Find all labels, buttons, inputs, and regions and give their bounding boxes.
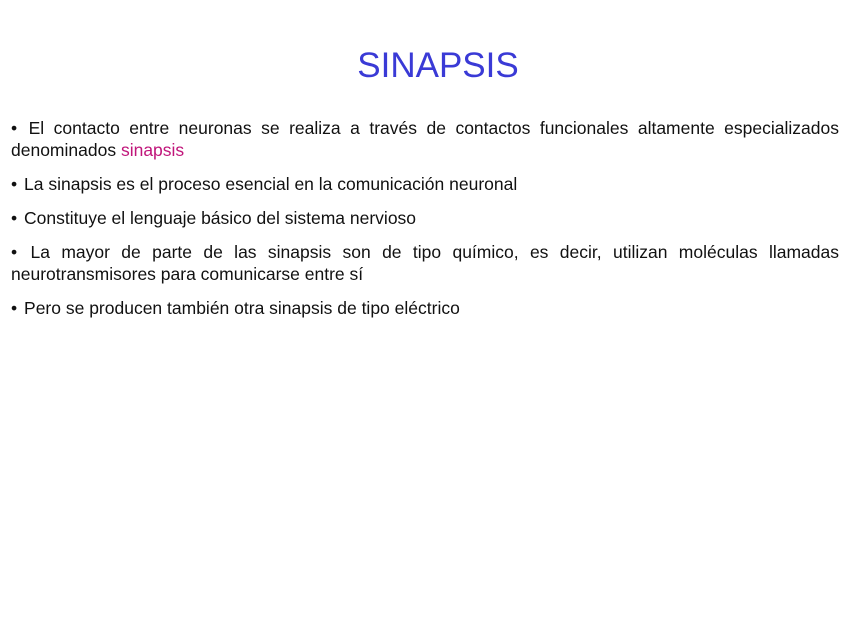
bullet-list xyxy=(11,117,839,331)
bullet-text: Pero se producen también otra sinapsis de tipo eléctrico xyxy=(24,298,460,318)
bullet-text: Constituye el lenguaje básico del sistema nervioso xyxy=(24,208,417,228)
bullet-dot: • xyxy=(11,242,18,262)
bullet-text: La mayor de parte de las sinapsis son de tipo químico, es decir, utilizan moléculas llamadas neurotransmisores para comunicarse entre sí xyxy=(11,242,839,284)
bullet-text: La sinapsis es el proceso esencial en la comunicación neuronal xyxy=(24,174,518,194)
slide-title: SINAPSIS xyxy=(357,46,519,85)
bullet-item xyxy=(11,241,839,285)
bullet-item xyxy=(11,207,839,229)
bullet-dot: • xyxy=(11,174,18,194)
bullet-highlight-term: sinapsis xyxy=(120,140,185,160)
bullet-dot: • xyxy=(11,208,18,228)
bullet-text: El contacto entre neuronas se realiza a través de contactos funcionales altamente especializados denominados xyxy=(11,118,839,160)
bullet-dot: • xyxy=(11,298,18,318)
bullet-item xyxy=(11,173,839,195)
bullet-item xyxy=(11,297,839,319)
bullet-item xyxy=(11,117,839,161)
bullet-dot: • xyxy=(11,118,18,138)
